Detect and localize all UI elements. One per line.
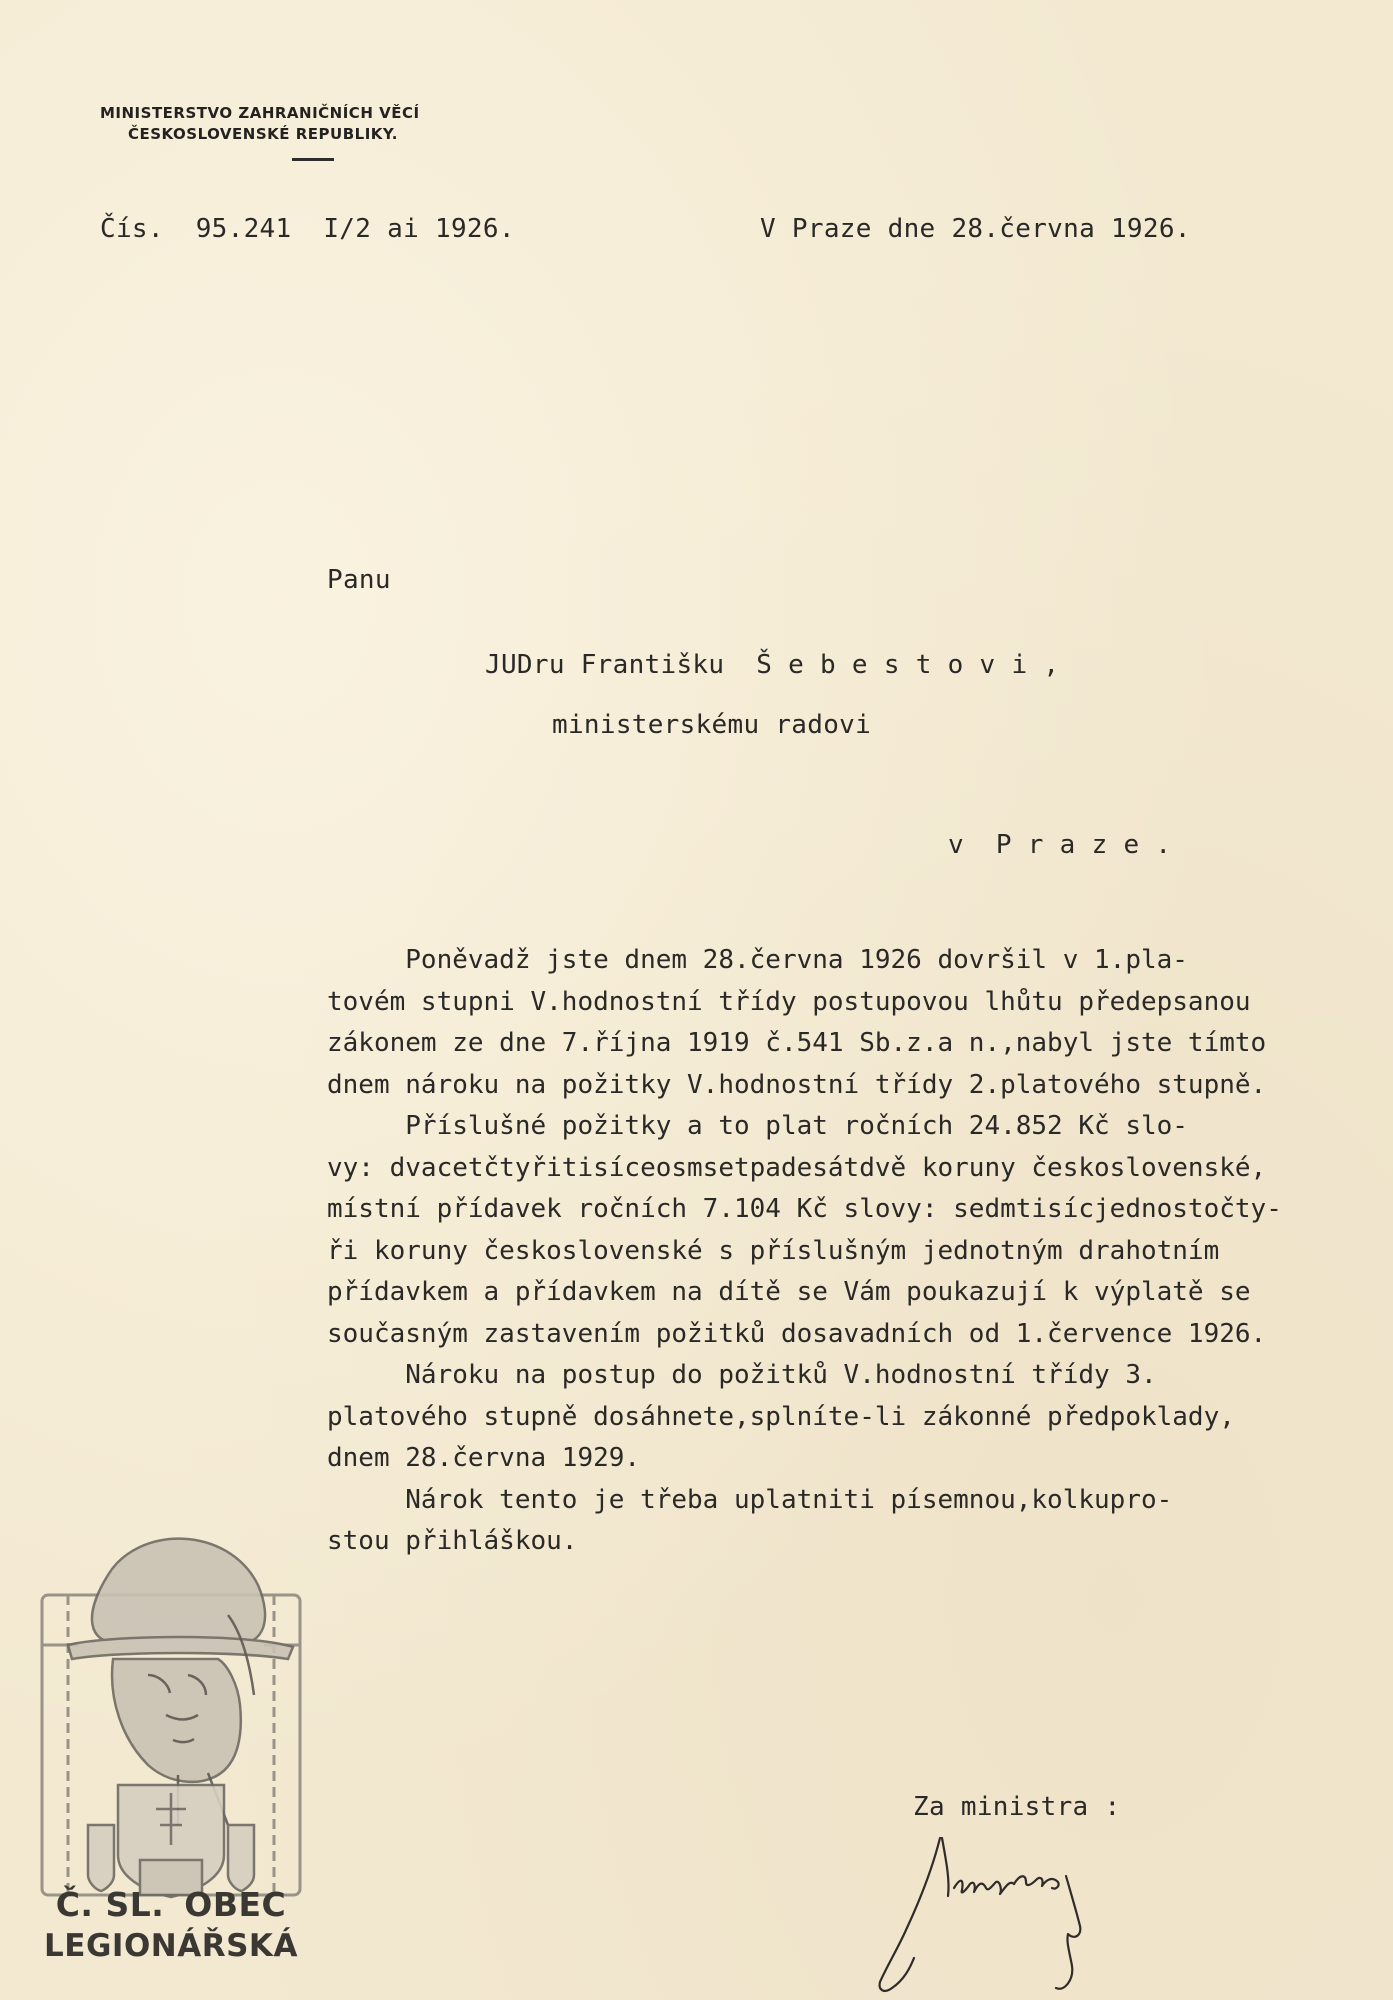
body-line: Nároku na postup do požitků V.hodnostní třídy 3. [327, 1360, 1157, 1390]
emblem-label-bottom: LEGIONÁŘSKÁ [44, 1928, 298, 1964]
letterhead-rule [292, 158, 334, 161]
body-line: současným zastavením požitků dosavadních od 1.července 1926. [327, 1318, 1267, 1349]
body-line: vy: dvacetčtyřitisíceosmsetpadesátdvě koruny československé, [327, 1152, 1267, 1183]
body-line: stou přihláškou. [327, 1526, 578, 1556]
recipient-name: JUDru Františku Š e b e s t o v i , [485, 650, 1060, 680]
recipient-title: ministerskému radovi [552, 710, 872, 740]
body-line: místní přídavek ročních 7.104 Kč slovy: sedmtisícjednostočty- [327, 1194, 1282, 1224]
body-line: dnem 28.června 1929. [327, 1443, 641, 1473]
body-line: platového stupně dosáhnete,splníte-li zákonné předpoklady, [327, 1401, 1235, 1432]
reference-number: Čís. 95.241 I/2 ai 1926. [100, 214, 515, 244]
emblem-label-csl: Č. SL. [55, 1885, 165, 1924]
body-line: Nárok tento je třeba uplatniti písemnou,kolkupro- [327, 1484, 1173, 1515]
body-line: tovém stupni V.hodnostní třídy postupovou lhůtu předepsanou [327, 986, 1251, 1017]
letterhead [100, 103, 420, 145]
recipient-city: v P r a z e . [948, 830, 1172, 860]
handwritten-signature [870, 1830, 1130, 2000]
closing-line: Za ministra : [913, 1792, 1121, 1822]
emblem-label-obec: OBEC [184, 1885, 287, 1924]
body-line: Poněvadž jste dnem 28.června 1926 dovršil v 1.pla- [327, 945, 1188, 975]
body-line: ři koruny československé s příslušným jednotným drahotním [327, 1235, 1220, 1266]
salutation: Panu [327, 565, 391, 595]
emblem-label-top [40, 1885, 302, 1925]
body-line: Příslušné požitky a to plat ročních 24.852 Kč slo- [327, 1111, 1188, 1141]
body-line: přídavkem a přídavkem na dítě se Vám poukazují k výplatě se [327, 1277, 1251, 1307]
letter-body [327, 940, 1367, 1563]
body-line: dnem nároku na požitky V.hodnostní třídy 2.platového stupně. [327, 1069, 1267, 1100]
letterhead-line-republic: ČESKOSLOVENSKÉ REPUBLIKY. [128, 125, 398, 143]
letter-date: V Praze dne 28.června 1926. [760, 214, 1191, 244]
body-line: zákonem ze dne 7.října 1919 č.541 Sb.z.a n.,nabyl jste tímto [327, 1028, 1267, 1058]
letterhead-line-ministry: MINISTERSTVO ZAHRANIČNÍCH VĚCÍ [100, 104, 420, 122]
